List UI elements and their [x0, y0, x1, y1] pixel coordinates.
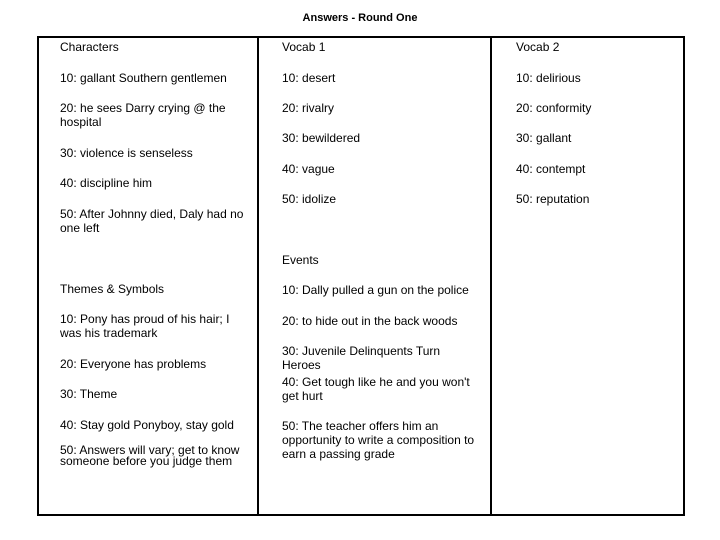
- events-item: 10: Dally pulled a gun on the police: [282, 283, 469, 297]
- vocab2-item: 20: conformity: [516, 101, 592, 115]
- themes-heading: Themes & Symbols: [60, 282, 165, 296]
- themes-item: 20: Everyone has problems: [60, 357, 207, 371]
- characters-item: 30: violence is senseless: [60, 146, 193, 160]
- events-item: 30: Juvenile Delinquents Turn Heroes: [282, 344, 441, 372]
- characters-heading: Characters: [60, 40, 119, 54]
- vocab1-item: 20: rivalry: [282, 101, 335, 115]
- events-item: 40: Get tough like he and you won't get hurt: [282, 375, 470, 403]
- themes-item: 50: Answers will vary; get to know someone before you judge them: [60, 443, 240, 468]
- events-heading: Events: [282, 253, 319, 267]
- themes-item: 10: Pony has proud of his hair; I was his trademark: [60, 312, 230, 340]
- page-title: Answers - Round One: [302, 12, 418, 24]
- column-divider-2: [490, 36, 492, 516]
- vocab1-item: 50: idolize: [282, 192, 337, 206]
- characters-item: 50: After Johnny died, Daly had no one left: [60, 207, 244, 235]
- vocab2-item: 50: reputation: [516, 192, 590, 206]
- vocab1-item: 10: desert: [282, 71, 336, 85]
- characters-item: 20: he sees Darry crying @ the hospital: [60, 101, 226, 129]
- events-item: 50: The teacher offers him an opportunity to write a composition to earn a passing grade: [282, 419, 475, 461]
- vocab1-item: 30: bewildered: [282, 131, 361, 145]
- vocab2-item: 30: gallant: [516, 131, 572, 145]
- vocab1-item: 40: vague: [282, 162, 335, 176]
- vocab2-item: 10: delirious: [516, 71, 581, 85]
- vocab2-heading: Vocab 2: [516, 40, 560, 54]
- themes-item: 40: Stay gold Ponyboy, stay gold: [60, 418, 234, 432]
- events-item: 20: to hide out in the back woods: [282, 314, 458, 328]
- column-divider-1: [257, 36, 259, 516]
- vocab1-heading: Vocab 1: [282, 40, 326, 54]
- themes-item: 30: Theme: [60, 387, 118, 401]
- characters-item: 10: gallant Southern gentlemen: [60, 71, 227, 85]
- vocab2-item: 40: contempt: [516, 162, 586, 176]
- characters-item: 40: discipline him: [60, 176, 153, 190]
